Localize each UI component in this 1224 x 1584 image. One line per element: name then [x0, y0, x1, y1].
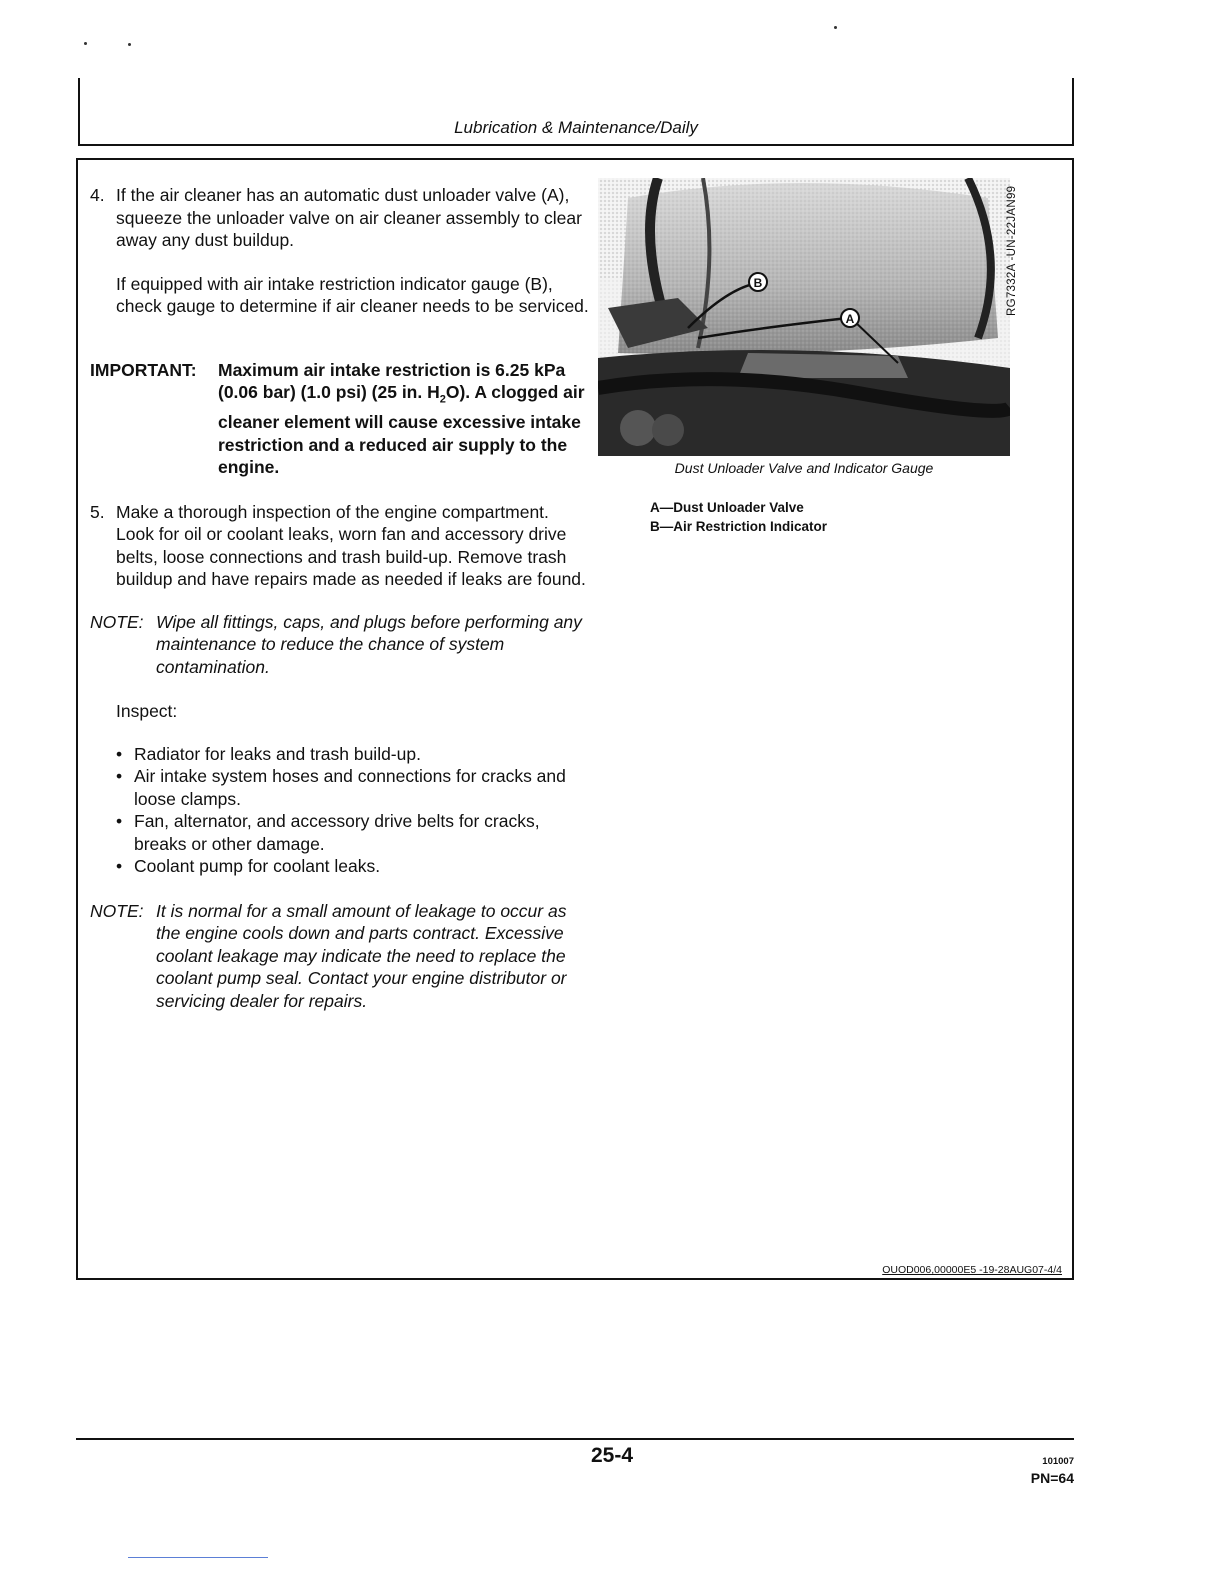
instructions-column: [90, 184, 590, 1034]
content-box: [76, 158, 1074, 1280]
engine-photo: [598, 178, 1010, 456]
important-subscript: 2: [439, 393, 446, 406]
important-notice: [90, 359, 590, 479]
figure-legend: [650, 498, 827, 536]
legend-item-a: A—Dust Unloader Valve: [650, 500, 804, 515]
step-5: [90, 501, 590, 591]
footer-rule: [76, 1438, 1074, 1440]
page-title: Lubrication & Maintenance/Daily: [454, 118, 698, 137]
note-text: It is normal for a small amount of leakage to occur as the engine cools down and parts contract. Excessive coolant leakage may indicate the need to replace the coolant pump seal. Contact your engine distributor or servicing dealer for repairs.: [156, 900, 567, 1011]
note-leakage: [90, 900, 590, 1013]
list-item: • Coolant pump for coolant leaks.: [116, 855, 590, 878]
page-pn: PN=64: [1030, 1470, 1074, 1486]
list-item: • Fan, alternator, and accessory drive belts for cracks, breaks or other damage.: [116, 810, 590, 855]
note-label: NOTE:: [90, 900, 144, 921]
step-paragraph: If equipped with air intake restriction indicator gauge (B), check gauge to determine if air cleaner needs to be serviced.: [116, 273, 589, 316]
step-paragraph: If the air cleaner has an automatic dust unloader valve (A), squeeze the unloader valve on air cleaner assembly to clear away any dust buildup.: [116, 185, 582, 250]
legend-item-b: B—Air Restriction Indicator: [650, 519, 828, 534]
callout-a-label: A: [845, 312, 855, 326]
note-text: Wipe all fittings, caps, and plugs before performing any maintenance to reduce the chance of system contamination.: [156, 611, 582, 677]
note-fittings: [90, 611, 590, 679]
step-number: 4.: [90, 185, 105, 205]
step-number: 5.: [90, 501, 105, 522]
list-item: • Air intake system hoses and connections for cracks and loose clamps.: [116, 765, 590, 810]
header-box: [78, 78, 1074, 146]
step-4: [90, 184, 590, 339]
important-text-part: Maximum air intake restriction is 6.25 kPa (0.06 bar) (1.0 psi) (25 in. H: [218, 359, 566, 402]
air-cleaner-illustration: [598, 178, 1010, 456]
important-label: IMPORTANT:: [90, 359, 197, 380]
important-text-part: O). A clogged air cleaner element will cause excessive intake restriction and a reduced air supply to the engine.: [218, 382, 585, 477]
link-underline: [128, 1557, 268, 1558]
inspect-heading: Inspect:: [116, 701, 178, 721]
page-number: 25-4: [590, 1444, 634, 1467]
step-body: [116, 184, 590, 339]
inspect-list: [116, 743, 590, 878]
important-text: [218, 359, 590, 479]
scan-speck: [128, 43, 131, 46]
list-item: • Radiator for leaks and trash build-up.: [116, 743, 590, 766]
scan-speck: [834, 26, 837, 29]
step-body: [116, 501, 590, 591]
photo-code: RG7332A -UN-22JAN99: [1006, 185, 1018, 316]
document-code: OUOD006,00000E5 -19-28AUG07-4/4: [882, 1264, 1062, 1276]
callout-b-label: B: [753, 276, 763, 290]
scan-speck: [84, 42, 87, 45]
date-code: 101007: [1042, 1456, 1074, 1467]
step-paragraph: Make a thorough inspection of the engine compartment. Look for oil or coolant leaks, worn fan and accessory drive belts, loose connections and trash build-up. Remove trash buildup and have repairs made as needed if leaks are found.: [116, 501, 586, 589]
figure-caption: Dust Unloader Valve and Indicator Gauge: [674, 460, 934, 476]
note-label: NOTE:: [90, 611, 144, 632]
